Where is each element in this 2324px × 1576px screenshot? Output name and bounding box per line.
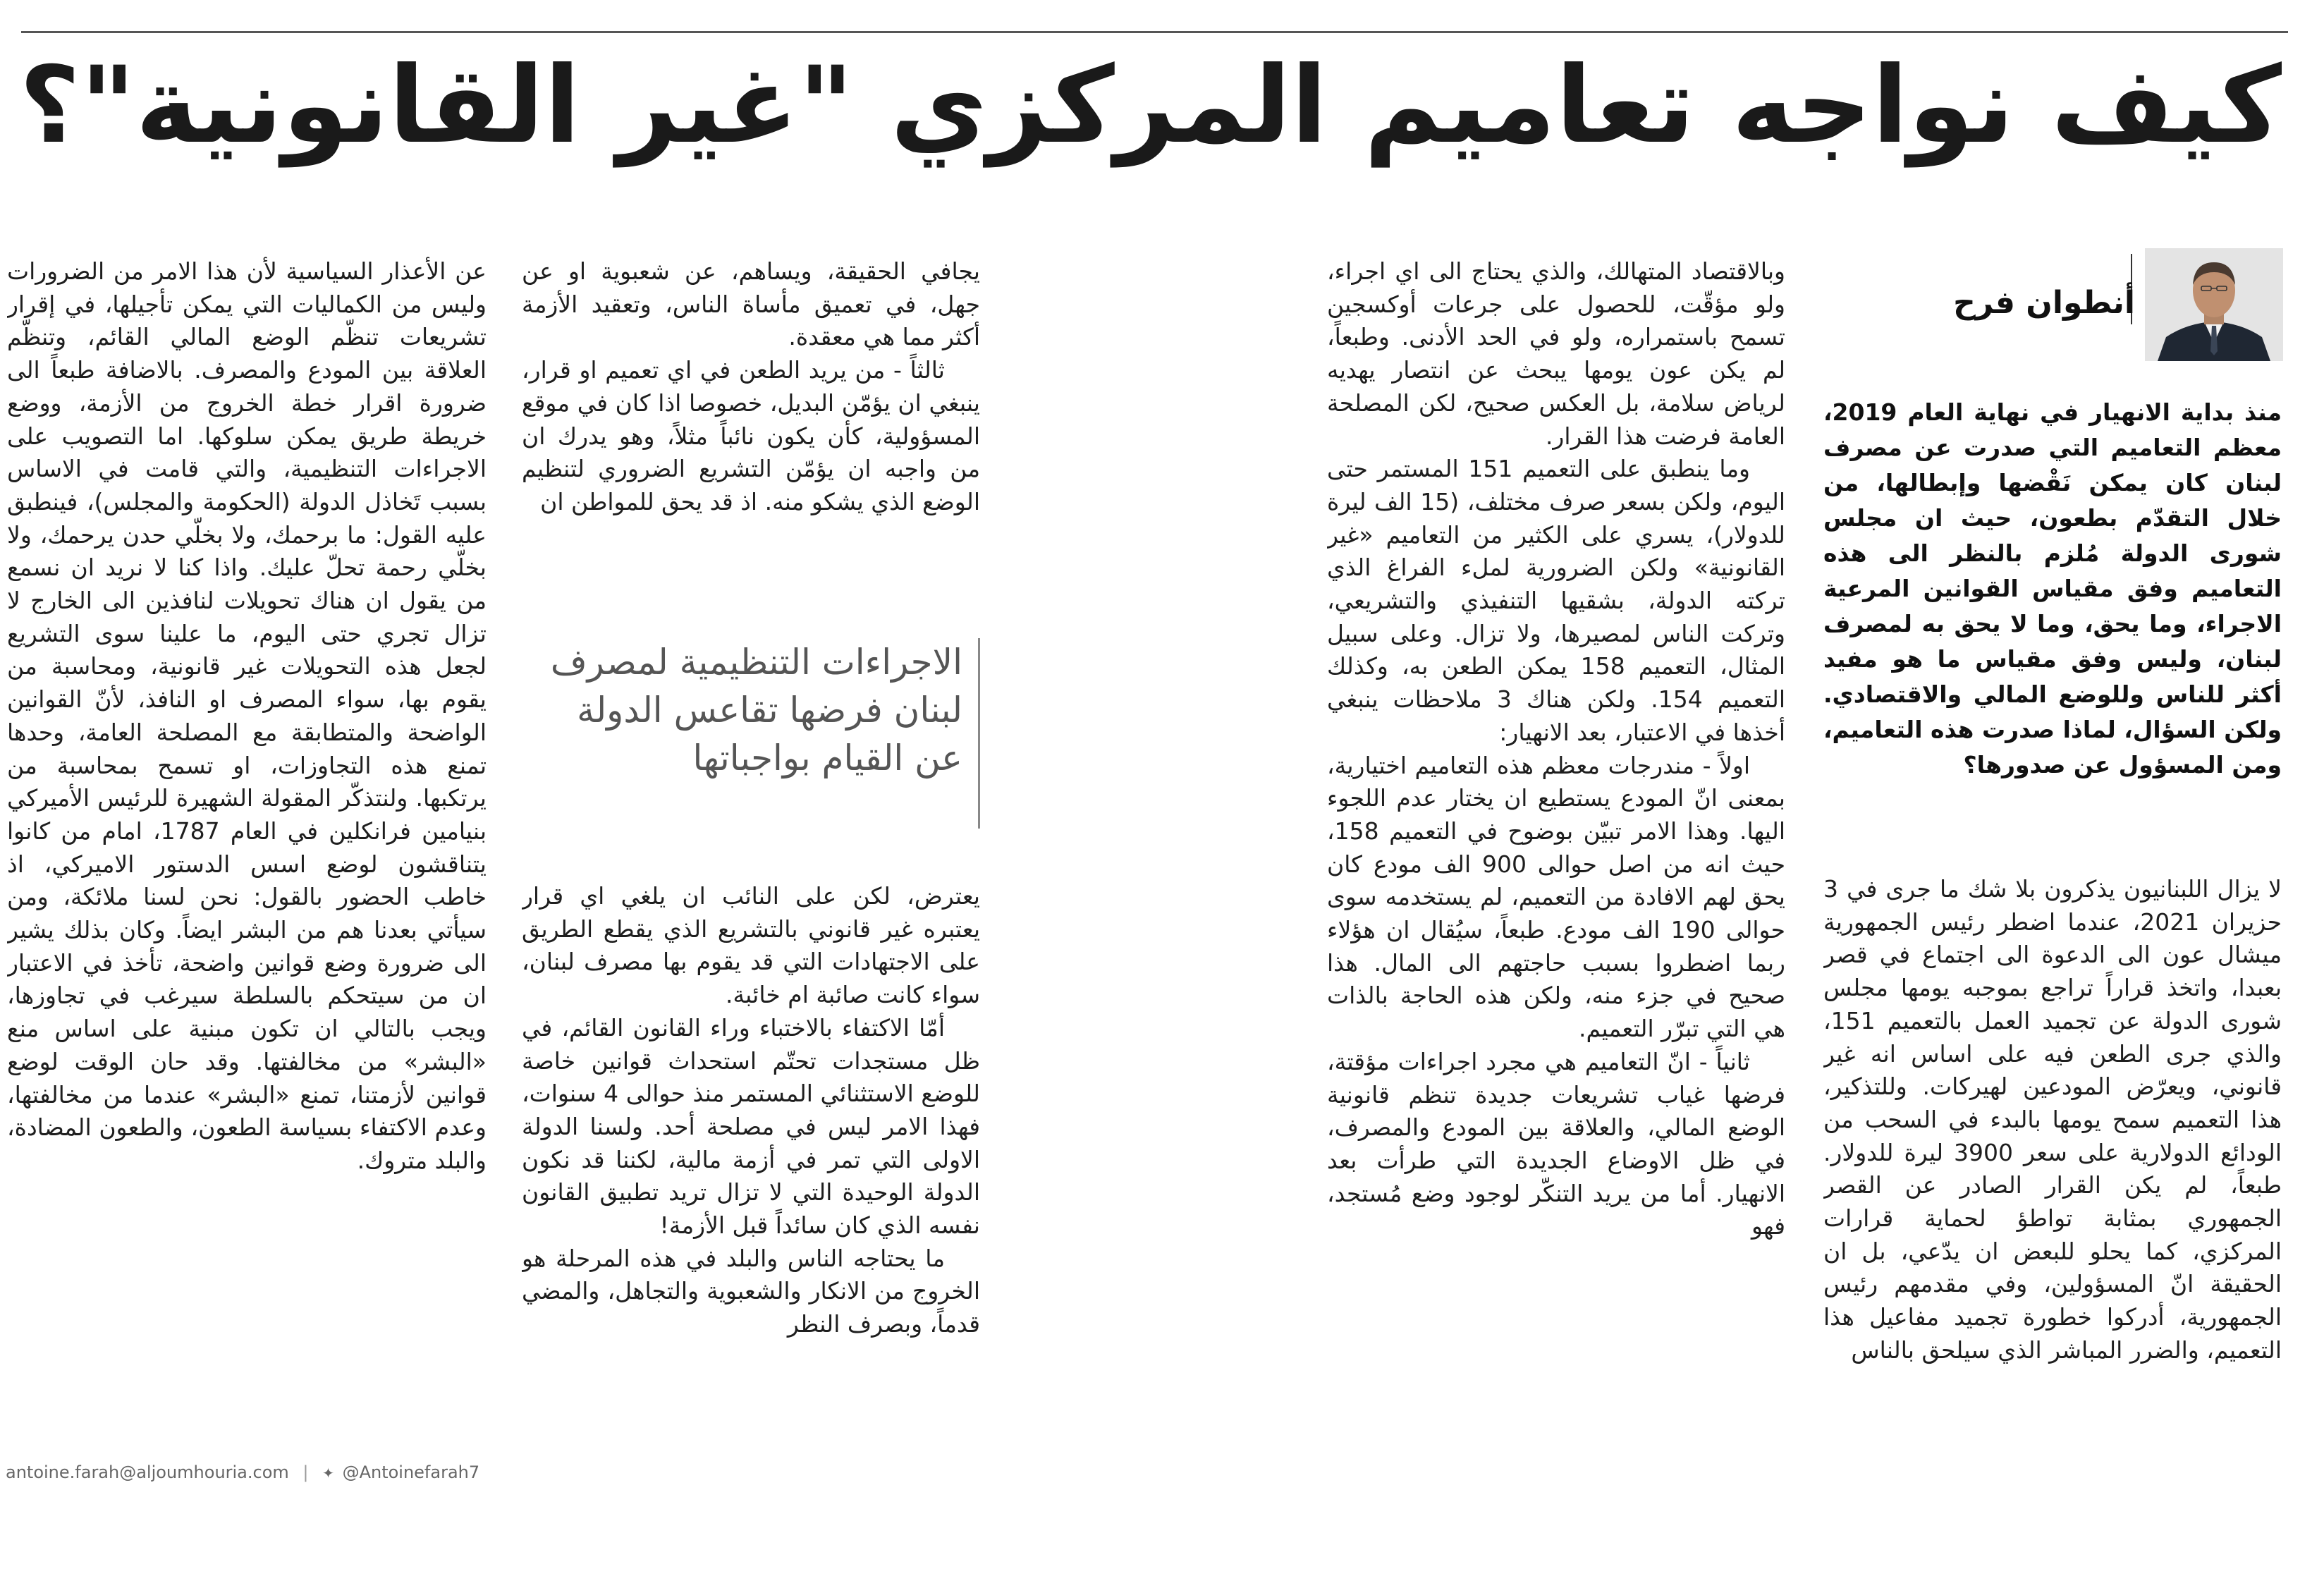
footer-separator: | [302, 1462, 309, 1482]
twitter-handle[interactable]: @Antoinefarah7 [342, 1462, 480, 1482]
pull-quote [543, 638, 980, 829]
author-photo [2145, 248, 2283, 361]
column-2-paragraph-1: وبالاقتصاد المتهالك، والذي يحتاج الى اي اجراء، ولو مؤقّت، للحصول على جرعات أوكسجين تسمح باستمراره، ولو في الحد الأدنى. وطبعاً، لم يكن عون يومها يبحث عن انتصار يهديه لرياض سلامة، بل العكس صحيح، لكن المصلحة العامة فرضت هذا القرار. [1327, 257, 1785, 450]
column-3-paragraph-2: ثالثاً - من يريد الطعن في اي تعميم او قرار، ينبغي ان يؤمّن البديل، خصوصا اذا كان في موقع المسؤولية، كأن يكون نائباً مثلاً، وهو يدرك ان من واجبه ان يؤمّن التشريع الضروري لتنظيم الوضع الذي يشكو منه. اذ قد يحق للمواطن ان [522, 356, 980, 515]
column-1 [1823, 873, 2282, 1508]
column-2-paragraph-4: ثانياً - انّ التعاميم هي مجرد اجراءات مؤقتة، فرضها غياب تشريعات جديدة تنظم قانونية الوضع المالي، والعلاقة بين المودع والمصرف، في ظل الاوضاع الجديدة التي طرأت بعد الانهيار. أما من يريد التنكّر لوجود وضع مُستجد، فهو [1327, 1047, 1785, 1240]
column-2-paragraph-2: وما ينطبق على التعميم 151 المستمر حتى اليوم، ولكن بسعر صرف مختلف، (15 الف ليرة للدولار)، يسري على الكثير من التعاميم «غير القانونية» ولكن الضرورية لملء الفراغ الذي تركته الدولة، بشقيها التنفيذي والتشريعي، وتركت الناس لمصيرها، ولا تزال. وعلى سبيل المثال، التعميم 158 يمكن الطعن به، وكذلك التعميم 154. ولكن هناك 3 ملاحظات ينبغي أخذها في الاعتبار، بعد الانهيار: [1327, 455, 1785, 746]
author-contact-footer [6, 1458, 492, 1486]
top-rule [21, 31, 2288, 33]
pull-quote-text: الاجراءات التنظيمية لمصرف لبنان فرضها تقاعس الدولة عن القيام بواجباتها [550, 642, 962, 778]
column-2 [1327, 255, 1785, 1510]
author-email[interactable]: antoine.farah@aljoumhouria.com [6, 1462, 289, 1482]
twitter-bird-icon: ✦ [322, 1465, 334, 1482]
column-4 [7, 255, 487, 1440]
column-3-paragraph-4: أمّا الاكتفاء بالاختباء وراء القانون القائم، في ظل مستجدات تحتّم استحداث قوانين خاصة للوضع الاستثنائي المستمر منذ حوالى 4 سنوات، فهذا الامر ليس في مصلحة أحد. ولسنا الدولة الاولى التي تمر في أزمة مالية، لكننا قد نكون الدولة الوحيدة التي لا تزال تريد تطبيق القانون نفسه الذي كان سائداً قبل الأزمة! [522, 1013, 980, 1240]
column-3-top [522, 255, 980, 594]
headline: كيف نواجه تعاميم المركزي "غير القانونية"؟ [19, 44, 2282, 167]
author-name: أنطوان فرح [1953, 285, 2135, 321]
column-3-paragraph-5: ما يحتاجه الناس والبلد في هذه المرحلة هو الخروج من الانكار والشعبوية والتجاهل، والمضي قدماً، وبصرف النظر [522, 1244, 980, 1338]
column-2-paragraph-3: اولاً - مندرجات معظم هذه التعاميم اختيارية، بمعنى انّ المودع يستطيع ان يختار عدم اللجوء اليها. وهذا الامر تبيّن بوضوح في التعميم 158، حيث انه من اصل حوالى 900 الف مودع كان يحق لهم الافادة من التعميم، لم يستخدمه سوى حوالى 190 الف مودع. طبعاً، سيُقال ان هؤلاء ربما اضطروا بسبب حاجتهم الى المال. هذا صحيح في جزء منه، ولكن هذه الحاجة بالذات هي التي تبرّر التعميم. [1327, 751, 1785, 1043]
column-4-paragraph-1: عن الأعذار السياسية لأن هذا الامر من الضرورات وليس من الكماليات التي يمكن تأجيلها، في إقرار تشريعات تنظّم الوضع المالي القائم، وتنظّم العلاقة بين المودع والمصرف. بالاضافة طبعاً الى ضرورة اقرار خطة الخروج من الأزمة، ووضع خريطة طريق يمكن سلوكها. اما التصويب على الاجراءات التنظيمية، والتي قامت في الاساس بسبب تَخاذل الدولة (الحكومة والمجلس)، فينطبق عليه القول: ما برحمك، ولا بخلّي حدن يرحمك، ولا بخلّي رحمة تحلّ عليك. واذا كنا لا نريد ان نسمع من يقول ان هناك تحويلات لنافذين الى الخارج لا تزال تجري حتى اليوم، ما علينا سوى التشريع لجعل هذه التحويلات غير قانونية، ومحاسبة من يقوم بها، سواء المصرف او النافذ، لأنّ القوانين الواضحة والمتطابقة مع المصلحة العامة، وحدها تمنع هذه التجاوزات، او تسمح بمحاسبة من يرتكبها. ولنتذكّر المقولة الشهيرة للرئيس الأميركي بنيامين فرانكلين في العام 1787، امام من كانوا يتناقشون لوضع اسس الدستور الاميركي، اذ خاطب الحضور بالقول: نحن لسنا ملائكة، ومن سيأتي بعدنا هم من البشر ايضاً. وكان بذلك يشير الى ضرورة وضع قوانين واضحة، تأخذ في الاعتبار ان من سيتحكم بالسلطة سيرغب في تجاوزها، ويجب بالتالي ان تكون مبنية على اساس منع «البشر» من مخالفتها. وقد حان الوقت لوضع قوانين لأزمتنا، تمنع «البشر» عندما من مخالفتها، وعدم الاكتفاء بسياسة الطعون، والطعون المضادة، والبلد متروك. [7, 257, 487, 1174]
column-1-paragraph-1: لا يزال اللبنانيون يذكرون بلا شك ما جرى في 3 حزيران 2021، عندما اضطر رئيس الجمهورية ميشال عون الى الدعوة الى اجتماع في قصر بعبدا، واتخذ قراراً تراجع بموجبه يومها مجلس شورى الدولة عن تجميد العمل بالتعميم 151، والذي جرى الطعن فيه على اساس انه غير قانوني، ويعرّض المودعين لهيركات. وللتذكير، هذا التعميم سمح يومها بالبدء في السحب من الودائع الدولارية على سعر 3900 ليرة للدولار. طبعاً، لم يكن القرار الصادر عن القصر الجمهوري بمثابة تواطؤ لحماية قرارات المركزي، كما يحلو للبعض ان يدّعي، بل ان الحقيقة انّ المسؤولين، وفي مقدمهم رئيس الجمهورية، أدركوا خطورة تجميد مفاعيل هذا التعميم، والضرر المباشر الذي سيلحق بالناس [1823, 875, 2282, 1364]
column-3-paragraph-1: يجافي الحقيقة، ويساهم، عن شعبوية او عن جهل، في تعميق مأساة الناس، وتعقيد الأزمة أكثر مما هي معقدة. [522, 257, 980, 351]
lead-paragraph: منذ بداية الانهيار في نهاية العام 2019، معظم التعاميم التي صدرت عن مصرف لبنان كان يمكن نَقْضها وإبطالها، من خلال التقدّم بطعون، حيث ان مجلس شورى الدولة مُلزم بالنظر الى هذه التعاميم وفق مقياس القوانين المرعية الاجراء، وما يحق، وما لا يحق به لمصرف لبنان، وليس وفق مقياس ما هو مفيد أكثر للناس وللوضع المالي والاقتصادي. ولكن السؤال، لماذا صدرت هذه التعاميم، ومن المسؤول عن صدورها؟ [1823, 398, 2282, 778]
column-3-bottom [522, 880, 980, 1515]
column-3-paragraph-3: يعترض، لكن على النائب ان يلغي اي قرار يعتبره غير قانوني بالتشريع الذي يقطع الطريق على الاجتهادات التي قد يقوم بها مصرف لبنان، سواء كانت صائبة ام خائبة. [522, 882, 980, 1009]
